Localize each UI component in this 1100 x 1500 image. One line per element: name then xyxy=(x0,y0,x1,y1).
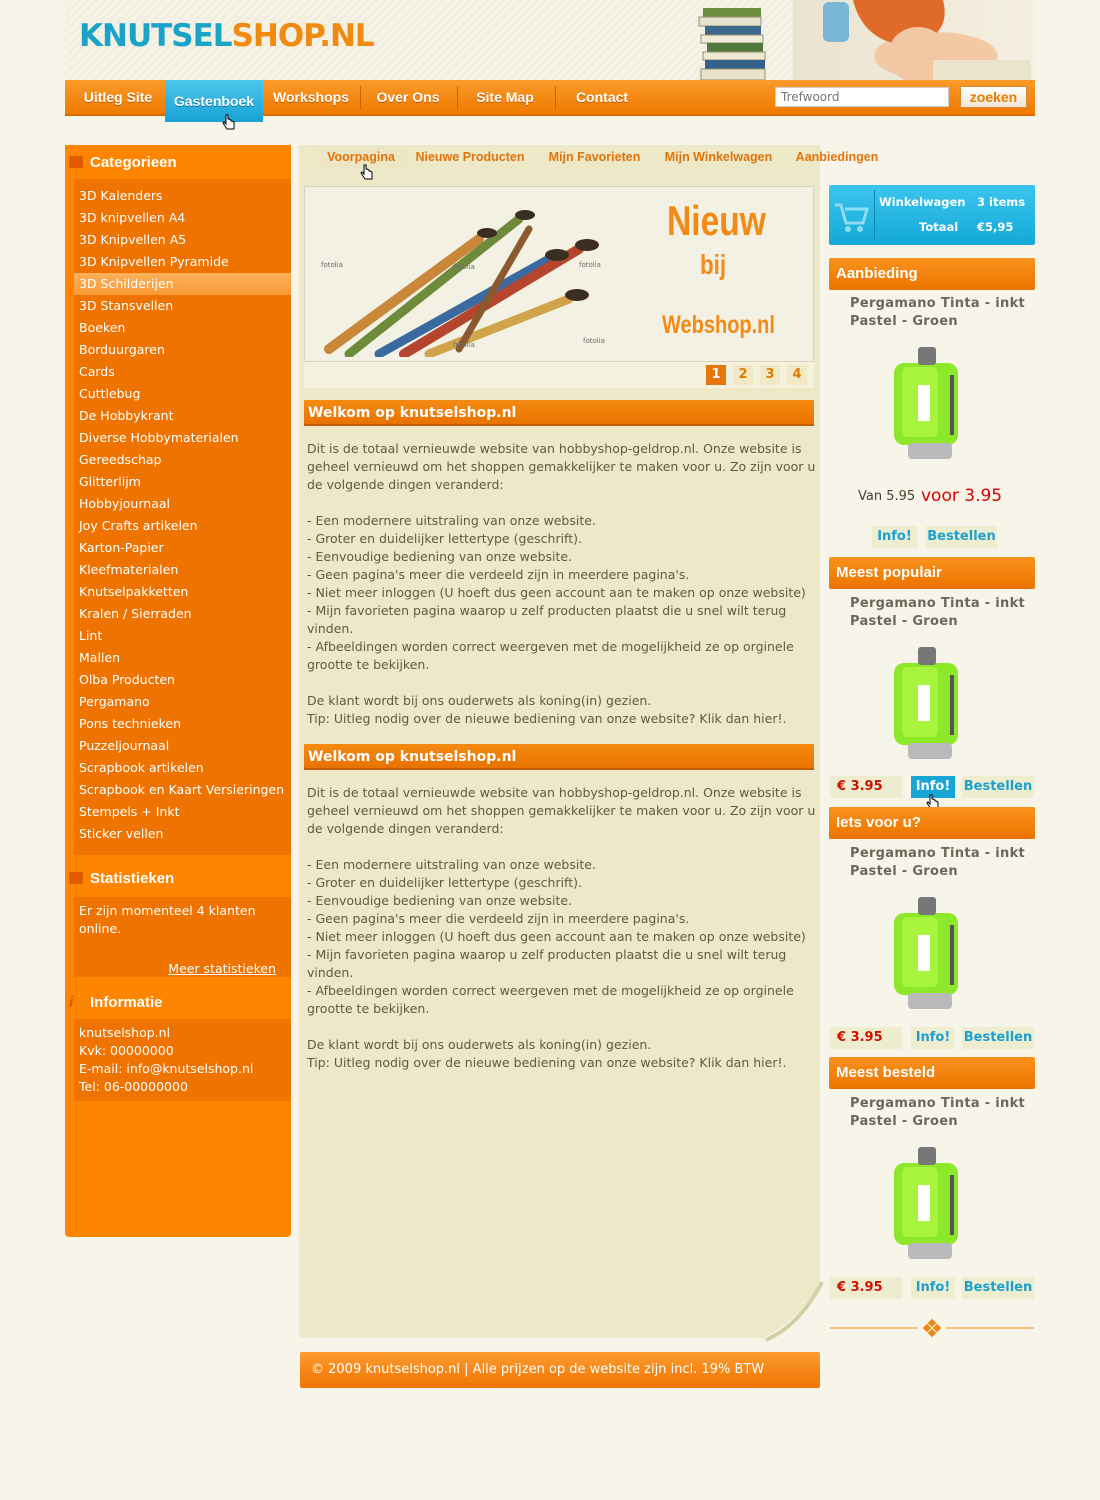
suggestion-header: Iets voor u? xyxy=(829,807,1035,839)
sidebar-category-item[interactable]: Olba Producten xyxy=(79,672,175,687)
site-logo[interactable]: KNUTSELSHOP.NL xyxy=(79,18,374,54)
product-price: € 3.95 xyxy=(830,1277,902,1299)
sidebar-category-item[interactable]: Joy Crafts artikelen xyxy=(79,518,198,533)
sidebar-category-item[interactable]: 3D Stansvellen xyxy=(79,298,174,313)
sidebar-category-item[interactable]: Cards xyxy=(79,364,115,379)
page-curl xyxy=(760,1280,830,1350)
information-box xyxy=(74,1019,291,1101)
sidebar-category-item[interactable]: 3D knipvellen A4 xyxy=(79,210,186,225)
info-button[interactable]: Info! xyxy=(911,1027,955,1049)
watermark: fotolia xyxy=(579,261,601,269)
section-text: Dit is de totaal vernieuwde website van hobbyshop-geldrop.nl. Onze website is geheel vernieuwd om het shoppen gemakkelijker te maken voor u. Zo zijn voor u de volgende dingen veranderd: - Een modernere uitstraling van onze website. - Groter en duidelijker lettertype (geschrift). - Eenvoudige bediening van onze website. - Geen pagina's meer die verdeeld zijn in meerdere pagina's. - Niet meer inloggen (U hoeft dus geen account aan te maken op onze website) - Mijn favorieten pagina waarop u zelf producten plaatst die u snel wilt terug vinden. - Afbeeldingen worden correct weergeven met de mogelijkheid ze op orginele grootte te bekijken. De klant wordt bij ons ouderwets als koning(in) gezien. Tip: Uitleg nodig over de nieuwe bediening van onze website? Klik dan hier!. xyxy=(307,785,816,1070)
sidebar-category-item[interactable]: Glitterlijm xyxy=(79,474,141,489)
product-price: € 3.95 xyxy=(830,776,902,798)
sidebar-category-item[interactable]: De Hobbykrant xyxy=(79,408,174,423)
paint-brushes-image xyxy=(309,199,639,357)
nav-separator xyxy=(360,86,361,110)
footer: © 2009 knutselshop.nl | Alle prijzen op de website zijn incl. 19% BTW xyxy=(300,1352,820,1388)
statistics-header: Statistieken xyxy=(65,861,291,897)
shopping-cart-box[interactable] xyxy=(829,185,1035,245)
sidebar-category-item[interactable]: Kleefmaterialen xyxy=(79,562,179,577)
best-sold-header: Meest besteld xyxy=(829,1057,1035,1089)
watermark: fotolia xyxy=(321,261,343,269)
sidebar-category-item[interactable]: Hobbyjournaal xyxy=(79,496,170,511)
pager-page-2[interactable]: 2 xyxy=(733,365,753,385)
search-input[interactable] xyxy=(775,87,949,107)
shopping-cart-icon xyxy=(833,197,869,237)
section-text: Dit is de totaal vernieuwde website van hobbyshop-geldrop.nl. Onze website is geheel vernieuwd om het shoppen gemakkelijker te maken voor u. Zo zijn voor u de volgende dingen veranderd: - Een modernere uitstraling van onze website. - Groter en duidelijker lettertype (geschrift). - Eenvoudige bediening van onze website. - Geen pagina's meer die verdeeld zijn in meerdere pagina's. - Niet meer inloggen (U hoeft dus geen account aan te maken op onze website) - Mijn favorieten pagina waarop u zelf producten plaatst die u snel wilt terug vinden. - Afbeeldingen worden correct weergeven met de mogelijkheid ze op orginele grootte te bekijken. De klant wordt bij ons ouderwets als koning(in) gezien. Tip: Uitleg nodig over de nieuwe bediening van onze website? Klik dan hier!. xyxy=(307,441,816,726)
main-nav xyxy=(65,80,1035,116)
product-price: € 3.95 xyxy=(830,1027,902,1049)
sidebar-category-item[interactable]: 3D Schilderijen xyxy=(74,273,291,295)
info-button[interactable]: Info! xyxy=(872,526,917,548)
original-price: Van 5.95 xyxy=(858,489,916,504)
section-title: Welkom op knutselshop.nl xyxy=(304,400,814,426)
sidebar-category-item[interactable]: Cuttlebug xyxy=(79,386,141,401)
sidebar-category-item[interactable]: 3D Knipvellen Pyramide xyxy=(79,254,229,269)
product-image[interactable] xyxy=(888,1145,968,1265)
pager-page-4[interactable]: 4 xyxy=(787,365,807,385)
sidebar-category-item[interactable]: Boeken xyxy=(79,320,126,335)
cart-items: 3 items xyxy=(977,195,1026,209)
sidebar-category-item[interactable]: Karton-Papier xyxy=(79,540,164,555)
header xyxy=(65,0,1035,80)
product-image[interactable] xyxy=(888,345,968,465)
divider xyxy=(874,190,875,240)
sidebar-category-item[interactable]: Diverse Hobbymaterialen xyxy=(79,430,239,445)
child-reading-image xyxy=(793,0,1031,80)
popular-product-name[interactable]: Pergamano Tinta - inkt Pastel - Groen xyxy=(850,596,1026,629)
sidebar-category-item[interactable]: Sticker vellen xyxy=(79,826,164,841)
info-line: knutselshop.nl xyxy=(79,1025,171,1040)
order-button[interactable]: Bestellen xyxy=(962,1027,1034,1049)
nav-separator xyxy=(457,86,458,110)
books-image xyxy=(695,0,791,80)
subnav-aanbiedingen[interactable]: Aanbiedingen xyxy=(795,150,879,164)
nav-over-ons[interactable]: Over Ons xyxy=(376,89,440,105)
nav-workshops[interactable]: Workshops xyxy=(273,89,349,105)
nav-gastenboek[interactable]: Gastenboek xyxy=(165,80,263,122)
sidebar-category-item[interactable]: Lint xyxy=(79,628,103,643)
info-button[interactable]: Info! xyxy=(911,1277,955,1299)
promo-banner[interactable] xyxy=(304,186,814,362)
sidebar-category-item[interactable]: Scrapbook artikelen xyxy=(79,760,204,775)
sidebar-category-item[interactable]: Knutselpakketten xyxy=(79,584,189,599)
banner-brand: Webshop.nl xyxy=(662,311,775,339)
more-statistics-link[interactable]: Meer statistieken xyxy=(168,961,276,976)
cart-total-label: Totaal xyxy=(919,220,959,234)
product-image[interactable] xyxy=(888,895,968,1015)
banner-subtitle: bij xyxy=(700,249,727,280)
sidebar-category-item[interactable]: 3D Knipvellen A5 xyxy=(79,232,187,247)
order-button[interactable]: Bestellen xyxy=(962,1277,1034,1299)
popular-header: Meest populair xyxy=(829,557,1035,589)
search-button[interactable]: zoeken xyxy=(960,86,1027,108)
statistics-box xyxy=(74,897,291,977)
subnav-nieuwe-producten[interactable]: Nieuwe Producten xyxy=(415,150,525,164)
cart-total: €5,95 xyxy=(977,220,1014,234)
categories-header: Categorieen xyxy=(65,145,291,181)
offer-price: voor 3.95 xyxy=(921,486,1003,506)
nav-site-map[interactable]: Site Map xyxy=(476,89,534,105)
info-line: E-mail: info@knutselshop.nl xyxy=(79,1061,254,1076)
offer-product-name[interactable]: Pergamano Tinta - inkt Pastel - Groen xyxy=(850,296,1026,329)
hand-cursor-icon xyxy=(222,114,236,132)
nav-contact[interactable]: Contact xyxy=(575,89,629,105)
folder-icon xyxy=(69,156,83,168)
category-list xyxy=(74,179,291,855)
pager-page-1[interactable]: 1 xyxy=(706,365,726,385)
offer-header: Aanbieding xyxy=(829,258,1035,290)
info-icon: i xyxy=(69,994,74,1011)
sidebar-category-item[interactable]: Puzzeljournaal xyxy=(79,738,170,753)
best-sold-product-name[interactable]: Pergamano Tinta - inkt Pastel - Groen xyxy=(850,1096,1026,1129)
sidebar-category-item[interactable]: Pergamano xyxy=(79,694,150,709)
info-button[interactable]: Info! xyxy=(911,776,955,798)
statistics-text: Er zijn momenteel 4 klanten online. xyxy=(79,903,256,936)
banner-title: Nieuw xyxy=(667,197,766,244)
pager-page-3[interactable]: 3 xyxy=(760,365,780,385)
order-button[interactable]: Bestellen xyxy=(962,776,1034,798)
sidebar-category-item[interactable]: Scrapbook en Kaart Versieringen xyxy=(79,782,285,797)
watermark: fotolia xyxy=(583,337,605,345)
sidebar-category-item[interactable]: Stempels + Inkt xyxy=(79,804,180,819)
banner-pager xyxy=(304,362,814,388)
subnav-mijn-winkelwagen[interactable]: Mijn Winkelwagen xyxy=(664,150,773,164)
watermark: fotolia xyxy=(453,341,475,349)
sidebar-category-item[interactable]: Mallen xyxy=(79,650,121,665)
product-image[interactable] xyxy=(888,645,968,765)
bar-chart-icon xyxy=(69,872,83,884)
hand-cursor-icon xyxy=(360,164,374,182)
ornament-divider xyxy=(830,1319,1034,1339)
suggestion-product-name[interactable]: Pergamano Tinta - inkt Pastel - Groen xyxy=(850,846,1026,879)
info-line: Kvk: 00000000 xyxy=(79,1043,174,1058)
watermark: fotolia xyxy=(453,263,475,271)
info-line: Tel: 06-00000000 xyxy=(79,1079,188,1094)
sidebar-category-item[interactable]: Borduurgaren xyxy=(79,342,165,357)
sidebar-category-item[interactable]: Kralen / Sierraden xyxy=(79,606,192,621)
nav-uitleg-site[interactable]: Uitleg Site xyxy=(83,89,153,105)
sidebar xyxy=(65,145,291,1237)
order-button[interactable]: Bestellen xyxy=(926,526,997,548)
nav-separator xyxy=(555,86,556,110)
sidebar-category-item[interactable]: 3D Kalenders xyxy=(79,188,163,203)
subnav-voorpagina[interactable]: Voorpagina xyxy=(317,146,405,168)
sidebar-category-item[interactable]: Gereedschap xyxy=(79,452,162,467)
cart-label: Winkelwagen xyxy=(879,195,966,209)
information-header: i Informatie xyxy=(65,985,291,1021)
section-title: Welkom op knutselshop.nl xyxy=(304,744,814,770)
sidebar-category-item[interactable]: Pons technieken xyxy=(79,716,182,731)
subnav-mijn-favorieten[interactable]: Mijn Favorieten xyxy=(548,150,641,164)
